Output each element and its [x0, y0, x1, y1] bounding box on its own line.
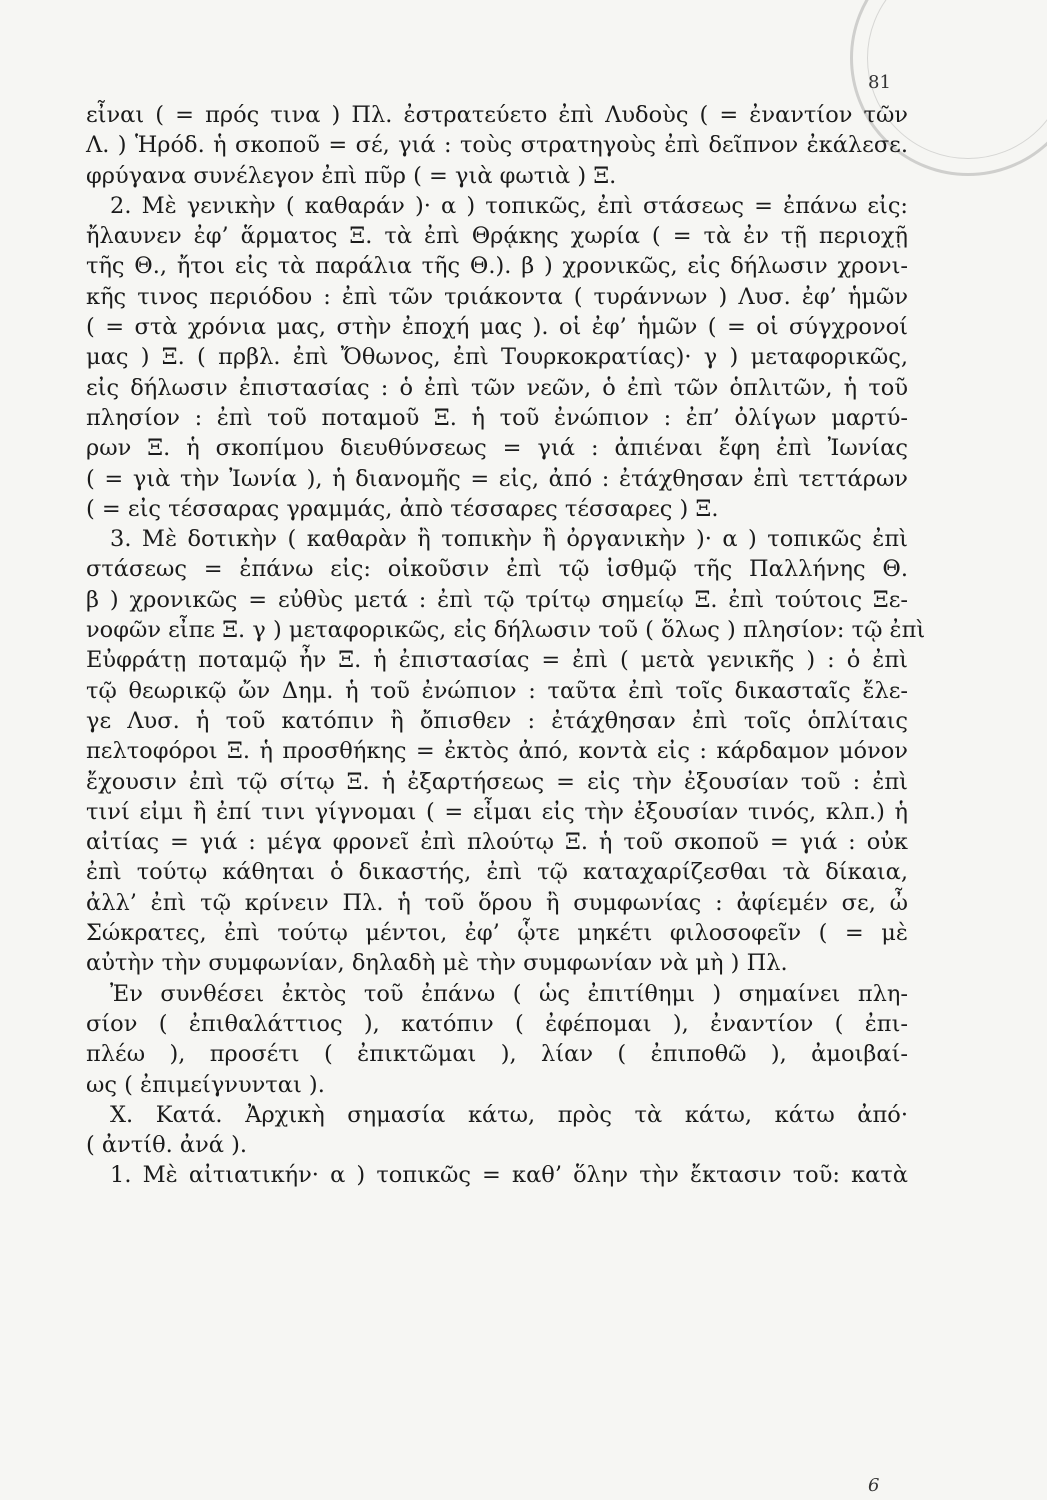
text-line: 2. Μὲ γενικὴν ( καθαράν )· α ) τοπικῶς, ἐπὶ στάσεως = ἐπάνω εἰς:: [110, 192, 908, 219]
text-line: αὐτὴν τὴν συμφωνίαν, δηλαδὴ μὲ τὴν συμφωνίαν νὰ μὴ ) Πλ.: [86, 950, 788, 977]
text-line: Εὐφράτῃ ποταμῷ ἦν Ξ. ἡ ἐπιστασίας = ἐπὶ ( μετὰ γενικῆς ) : ὁ ἐπὶ: [86, 647, 908, 674]
text-line: τινί εἰμι ἢ ἐπί τινι γίγνομαι ( = εἶμαι εἰς τὴν ἐξουσίαν τινός, κλπ.) ἡ: [86, 798, 908, 825]
text-line: ( = εἰς τέσσαρας γραμμάς, ἀπὸ τέσσαρες τέσσαρες ) Ξ.: [86, 495, 719, 522]
text-line: ( = γιὰ τὴν Ἰωνία ), ἡ διανομῆς = εἰς, ἀπό : ἐτάχθησαν ἐπὶ τεττάρων: [86, 465, 908, 492]
text-line: τῆς Θ., ἤτοι εἰς τὰ παράλια τῆς Θ.). β ) χρονικῶς, εἰς δήλωσιν χρονι-: [86, 253, 908, 280]
text-line: αἰτίας = γιά : μέγα φρονεῖ ἐπὶ πλούτῳ Ξ. ἡ τοῦ σκοποῦ = γιά : οὐκ: [86, 829, 908, 856]
text-line: πελτοφόροι Ξ. ἡ προσθήκης = ἐκτὸς ἀπό, κοντὰ εἰς : κάρδαμον μόνον: [86, 738, 908, 765]
text-line: ρων Ξ. ἡ σκοπίμου διευθύνσεως = γιά : ἀπιέναι ἔφη ἐπὶ Ἰωνίας: [86, 435, 908, 462]
text-line: σίον ( ἐπιθαλάττιος ), κατόπιν ( ἐφέπομαι ), ἐναντίον ( ἐπι-: [86, 1010, 908, 1037]
text-line: ( = στὰ χρόνια μας, στὴν ἐποχή μας ). οἱ ἐφ’ ἡμῶν ( = οἱ σύγχρονοί: [86, 314, 908, 341]
text-line: εἰς δήλωσιν ἐπιστασίας : ὁ ἐπὶ τῶν νεῶν, ὁ ἐπὶ τῶν ὁπλιτῶν, ἡ τοῦ: [86, 374, 908, 401]
text-line: εἶναι ( = πρός τινα ) Πλ. ἐστρατεύετο ἐπὶ Λυδοὺς ( = ἐναντίον τῶν: [86, 102, 908, 128]
text-line: Ἐν συνθέσει ἐκτὸς τοῦ ἐπάνω ( ὡς ἐπιτίθημι ) σημαίνει πλη-: [110, 980, 908, 1007]
body-text: [86, 100, 926, 1191]
text-line: νοφῶν εἶπε Ξ. γ ) μεταφορικῶς, εἰς δήλωσιν τοῦ ( ὅλως ) πλησίον: τῷ ἐπὶ: [86, 617, 926, 644]
text-line: φρύγανα συνέλεγον ἐπὶ πῦρ ( = γιὰ φωτιὰ ) Ξ.: [86, 162, 617, 189]
text-line: στάσεως = ἐπάνω εἰς: οἰκοῦσιν ἐπὶ τῷ ἰσθμῷ τῆς Παλλήνης Θ.: [86, 556, 908, 583]
text-line: ( ἀντίθ. ἀνά ).: [86, 1132, 248, 1159]
text-line: ἤλαυνεν ἐφ’ ἅρματος Ξ. τὰ ἐπὶ Θρᾴκης χωρία ( = τὰ ἐν τῇ περιοχῇ: [86, 223, 908, 250]
text-line: ἐπὶ τούτῳ κάθηται ὁ δικαστής, ἐπὶ τῷ καταχαρίζεσθαι τὰ δίκαια,: [86, 859, 908, 886]
text-line: ἀλλ’ ἐπὶ τῷ κρίνειν Πλ. ἡ τοῦ ὅρου ἢ συμφωνίας : ἀφίεμέν σε, ὦ: [86, 889, 908, 916]
text-line: β ) χρονικῶς = εὐθὺς μετά : ἐπὶ τῷ τρίτῳ σημείῳ Ξ. ἐπὶ τούτοις Ξε-: [86, 586, 908, 613]
text-line: Χ. Κατά. Ἀρχικὴ σημασία κάτω, πρὸς τὰ κάτω, κάτω ἀπό·: [110, 1101, 908, 1128]
text-line: κῆς τινος περιόδου : ἐπὶ τῶν τριάκοντα ( τυράννων ) Λυσ. ἐφ’ ἡμῶν: [86, 283, 908, 310]
text-line: 3. Μὲ δοτικὴν ( καθαρὰν ἢ τοπικὴν ἢ ὀργανικὴν )· α ) τοπικῶς ἐπὶ: [110, 526, 908, 553]
text-line: ως ( ἐπιμείγνυνται ).: [86, 1071, 325, 1098]
text-line: 1. Μὲ αἰτιατικήν· α ) τοπικῶς = καθ’ ὅλην τὴν ἔκτασιν τοῦ: κατὰ: [110, 1162, 908, 1189]
text-line: ἔχουσιν ἐπὶ τῷ σίτῳ Ξ. ἡ ἐξαρτήσεως = εἰς τὴν ἐξουσίαν τοῦ : ἐπὶ: [86, 768, 908, 795]
text-line: πλησίον : ἐπὶ τοῦ ποταμοῦ Ξ. ἡ τοῦ ἐνώπιον : ἐπ’ ὀλίγων μαρτύ-: [86, 404, 908, 431]
text-line: γε Λυσ. ἡ τοῦ κατόπιν ἢ ὄπισθεν : ἐτάχθησαν ἐπὶ τοῖς ὁπλίταις: [86, 707, 908, 734]
text-line: Λ. ) Ἡρόδ. ἡ σκοποῦ = σέ, γιά : τοὺς στρατηγοὺς ἐπὶ δεῖπνον ἐκάλεσε.: [86, 132, 908, 159]
text-line: πλέω ), προσέτι ( ἐπικτῶμαι ), λίαν ( ἐπιποθῶ ), ἀμοιβαί-: [86, 1041, 908, 1068]
text-line: Σώκρατες, ἐπὶ τούτῳ μέντοι, ἐφ’ ᾧτε μηκέτι φιλοσοφεῖν ( = μὲ: [86, 920, 908, 947]
text-line: τῷ θεωρικῷ ὤν Δημ. ἡ τοῦ ἐνώπιον : ταῦτα ἐπὶ τοῖς δικασταῖς ἔλε-: [86, 677, 908, 704]
signature-mark: 6: [868, 1475, 880, 1496]
text-line: μας ) Ξ. ( πρβλ. ἐπὶ Ὄθωνος, ἐπὶ Τουρκοκρατίας)· γ ) μεταφορικῶς,: [86, 344, 908, 371]
page-number: 81: [868, 72, 891, 93]
